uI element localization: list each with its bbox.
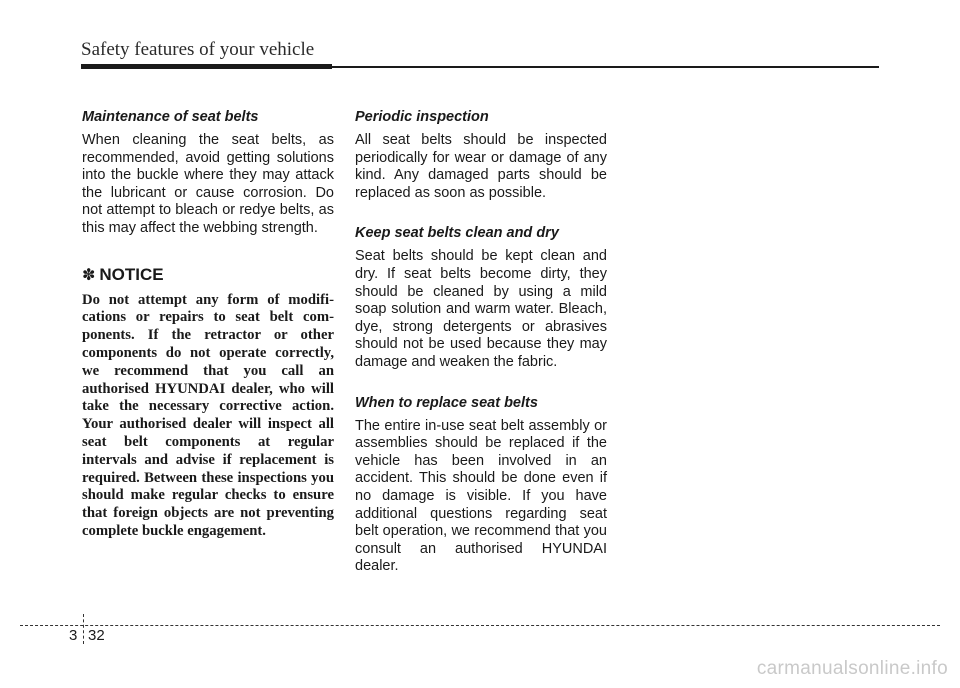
page-number: 32 (88, 627, 105, 644)
maintenance-body: When cleaning the seat belts, as recommended, avoid getting solutions into the buckle where they may attack the lubricant or cause corrosion. Do not attempt to bleach or redye belts, as this may affect the webbing strength. (82, 132, 334, 236)
maintenance-section (82, 108, 334, 238)
left-column (82, 108, 334, 541)
periodic-body: All seat belts should be inspected periodically for wear or damage of any kind. Any damaged parts should be replaced as soon as possible. (355, 132, 607, 201)
periodic-section (355, 108, 607, 202)
notice-body: Do not attempt any form of modifications or repairs to seat belt components. If the retractor or other components do not operate correctly, we recommend that you call an authorised HYUNDAI dealer, who will take the necessary corrective action. Your authorised dealer will inspect all seat belt components at regular intervals and advise if replacement is required. Between these inspections you should make regular checks to ensure that foreign objects are not preventing complete buckle engagement. (82, 291, 334, 539)
replace-body: The entire in-use seat belt assembly or assemblies should be replaced if the vehicle has been involved in an accident. This should be done even if no damage is visible. If you have additional questions regarding seat belt operation, we recommend that you consult an authorised HYUNDAI dealer. (355, 417, 607, 575)
clean-heading: Keep seat belts clean and dry (355, 225, 559, 242)
periodic-heading: Periodic inspection (355, 109, 489, 125)
page-number-divider (83, 614, 84, 644)
footer-rule (20, 625, 940, 626)
notice-section (82, 264, 334, 541)
replace-section (355, 394, 607, 576)
header-rule-thin (332, 66, 879, 68)
replace-heading: When to replace seat belts (355, 394, 538, 411)
clean-section (355, 224, 607, 371)
section-title: Safety features of your vehicle (81, 39, 315, 60)
chapter-number: 3 (69, 627, 78, 644)
watermark: carmanualsonline.info (756, 658, 948, 679)
asterisk-icon: ✽ (82, 264, 96, 284)
notice-heading: NOTICE (99, 264, 164, 284)
right-column (355, 108, 607, 576)
maintenance-heading: Maintenance of seat belts (82, 109, 259, 125)
notice-heading-row (82, 264, 334, 286)
clean-body: Seat belts should be kept clean and dry. If seat belts become dirty, they should be cleaned by using a mild soap solution and warm water. Bleach, dye, strong detergents or abrasives should not be used because they may damage and weaken the fabric. (355, 248, 607, 370)
header-rule-thick (81, 64, 332, 69)
